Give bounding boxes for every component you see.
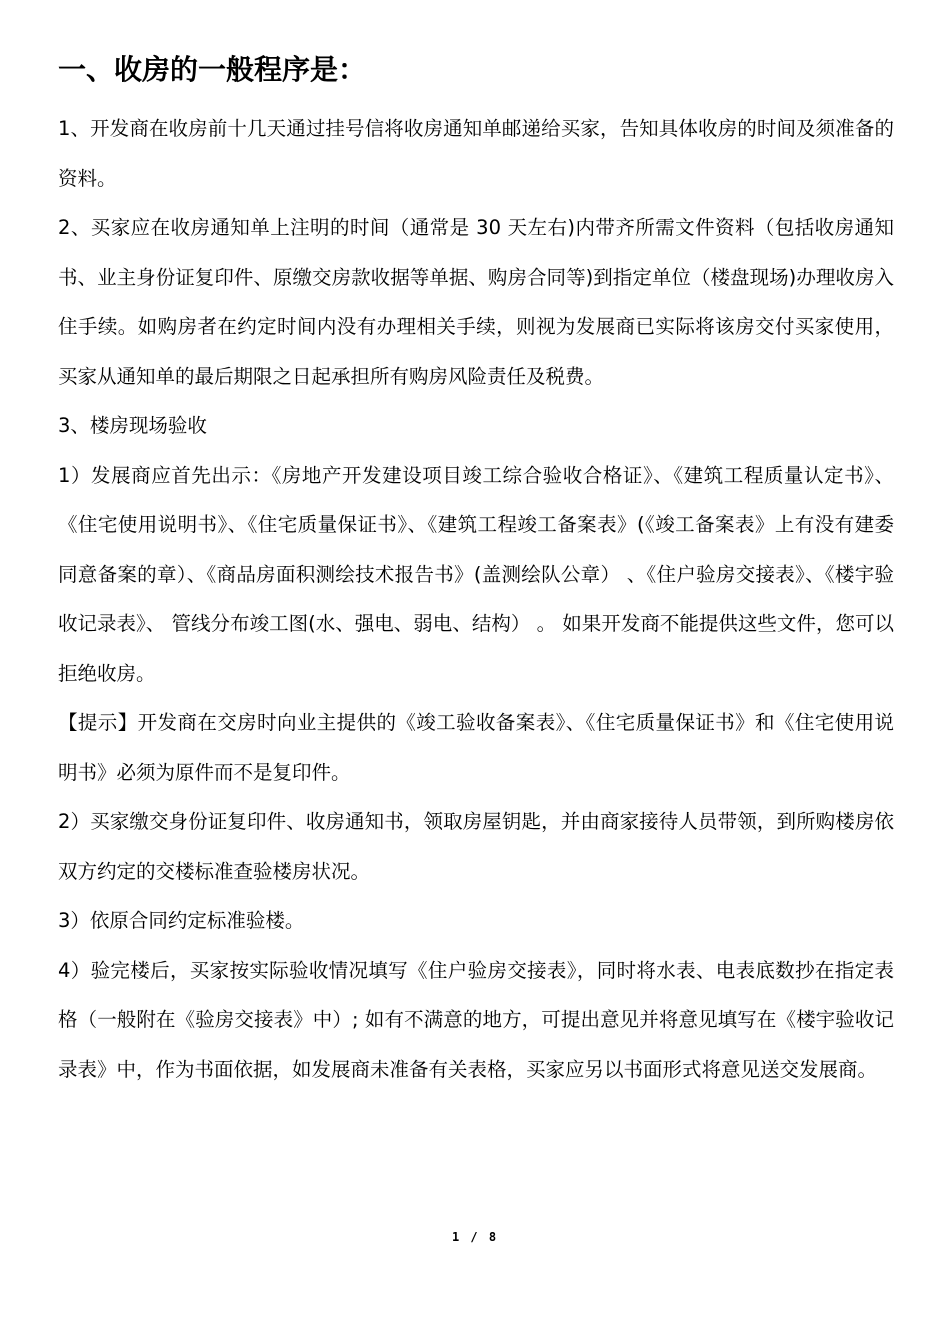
paragraph-keys: 2）买家缴交身份证复印件、收房通知书，领取房屋钥匙，并由商家接待人员带领，到所购楼房依双方约定的交楼标准查验楼房状况。 [58,810,894,883]
section-heading: 一、收房的一般程序是： [58,53,367,86]
paragraph-documents: 1）发展商应首先出示：《房地产开发建设项目竣工综合验收合格证》、《建筑工程质量认定书》、《住宅使用说明书》、《住宅质量保证书》、《建筑工程竣工备案表》(《竣工备案表》上有没有建委同意备案的章）、《商品房面积测绘技术报告书》(盖测绘队公章） 、《住户验房交接表》、《楼宇验收记录表》、 管线分布竣工图(水、强电、弱电、结构） 。 如果开发商不能提供这些文件，您可以拒绝收房。 [58,463,894,685]
paragraph-tip: 【提示】开发商在交房时向业主提供的《竣工验收备案表》、《住宅质量保证书》和《住宅使用说明书》必须为原件而不是复印件。 [58,711,894,784]
page-number: 1 / 8 [451,1230,499,1244]
document-body [58,104,894,1094]
paragraph-standard: 3）依原合同约定标准验楼。 [58,909,305,932]
paragraph-after-inspection: 4）验完楼后，买家按实际验收情况填写《住户验房交接表》，同时将水表、电表底数抄在指定表格（一般附在《验房交接表》中）; 如有不满意的地方，可提出意见并将意见填写在《楼宇验收记录表》中，作为书面依据，如发展商未准备有关表格，买家应另以书面形式将意见送交发展商。 [58,958,894,1081]
paragraph-procedures: 2、买家应在收房通知单上注明的时间（通常是 30 天左右)内带齐所需文件资料（包括收房通知书、业主身份证复印件、原缴交房款收据等单据、购房合同等)到指定单位（楼盘现场)办理收房入住手续。如购房者在约定时间内没有办理相关手续，则视为发展商已实际将该房交付买家使用，买家从通知单的最后期限之日起承担所有购房风险责任及税费。 [58,216,894,388]
paragraph-site-inspection: 3、楼房现场验收 [58,414,207,437]
paragraph-notice: 1、开发商在收房前十几天通过挂号信将收房通知单邮递给买家，告知具体收房的时间及须准备的资料。 [58,117,894,190]
